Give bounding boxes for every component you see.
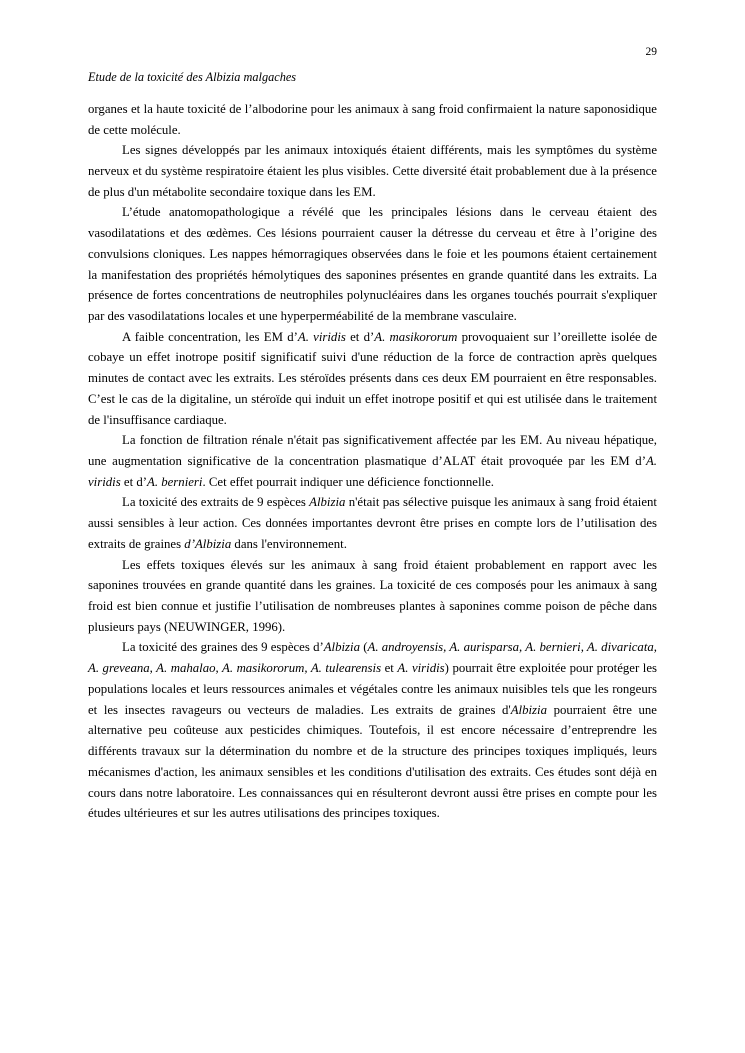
paragraph: Les effets toxiques élevés sur les animaux à sang froid étaient probablement en rapport avec les saponines trouvées en grande quantité dans les graines. La toxicité de ces composés pour les animaux à sang froid est bien connue et justifie l’utilisation de nombreuses plantes à saponines comme poison de pêche dans plusieurs pays (NEUWINGER, 1996).: [88, 557, 657, 634]
running-head: Etude de la toxicité des Albizia malgaches: [88, 69, 297, 84]
paragraph: La toxicité des graines des 9 espèces d’Albizia (A. androyensis, A. aurisparsa, A. bernieri, A. divaricata, A. greveana, A. mahalao, A. masikororum, A. tulearensis et A. viridis) pourrait être exploitée pour protéger les populations locales et leurs ressources animales et végétales contre les animaux nuisibles tels que les rongeurs et les insectes ravageurs ou vecteurs de maladies. Les extraits de graines d'Albizia pourraient être une alternative peu coûteuse aux pesticides chimiques. Toutefois, il est encore nécessaire d’entreprendre les différents travaux sur la détermination du nombre et de la structure des principes toxiques impliqués, leurs mécanismes d'action, les animaux sensibles et les conditions d'utilisation des extraits. Ces études sont déjà en cours dans notre laboratoire. Les connaissances qui en résulteront devront aussi être prises en compte pour les études ultérieures et sur les autres utilisations des principes toxiques.: [88, 640, 657, 821]
paragraph: A faible concentration, les EM d’A. viridis et d’A. masikororum provoquaient sur l’oreillette isolée de cobaye un effet inotrope positif significatif suivi d'une réduction de la force de contraction après quelques minutes de contact avec les extraits. Les stéroïdes présents dans ces deux EM pourraient en être responsables. C’est le cas de la digitaline, un stéroïde qui induit un effet inotrope positif et qui est utilisée dans le traitement de l'insuffisance cardiaque.: [88, 329, 658, 427]
body-text: [88, 99, 657, 824]
paragraph: La toxicité des extraits de 9 espèces Albizia n'était pas sélective puisque les animaux à sang froid étaient aussi sensibles à leur action. Ces données importantes devront être prises en compte lors de l’utilisation des extraits de graines d’Albizia dans l'environnement.: [88, 495, 657, 551]
page-number: 29: [645, 46, 657, 58]
paragraph: Les signes développés par les animaux intoxiqués étaient différents, mais les symptômes du système nerveux et du système respiratoire étaient les plus visibles. Cette diversité était probablement due à la présence de plus d'un métabolite secondaire toxique dans les EM.: [88, 143, 657, 199]
paragraph: L’étude anatomopathologique a révélé que les principales lésions dans le cerveau étaient des vasodilatations et des œdèmes. Ces lésions pourraient causer la détresse du cerveau et être à l’origine des convulsions cloniques. Les nappes hémorragiques observées dans le foie et les poumons étaient certainement la manifestation des propriétés hémolytiques des saponines présentes en grande quantité dans les extraits. La présence de fortes concentrations de neutrophiles polynucléaires dans les organes touchés pourrait s'expliquer par des vasodilatations locales et une hyperperméabilité de la membrane vasculaire.: [88, 205, 657, 323]
paragraph: La fonction de filtration rénale n'était pas significativement affectée par les EM. Au niveau hépatique, une augmentation significative de la concentration plasmatique d’ALAT était provoquée par les EM d’A. viridis et d’A. bernieri. Cet effet pourrait indiquer une déficience fonctionnelle.: [88, 433, 657, 489]
paragraph: organes et la haute toxicité de l’albodorine pour les animaux à sang froid confirmaient la nature saponosidique de cette molécule.: [88, 101, 657, 137]
